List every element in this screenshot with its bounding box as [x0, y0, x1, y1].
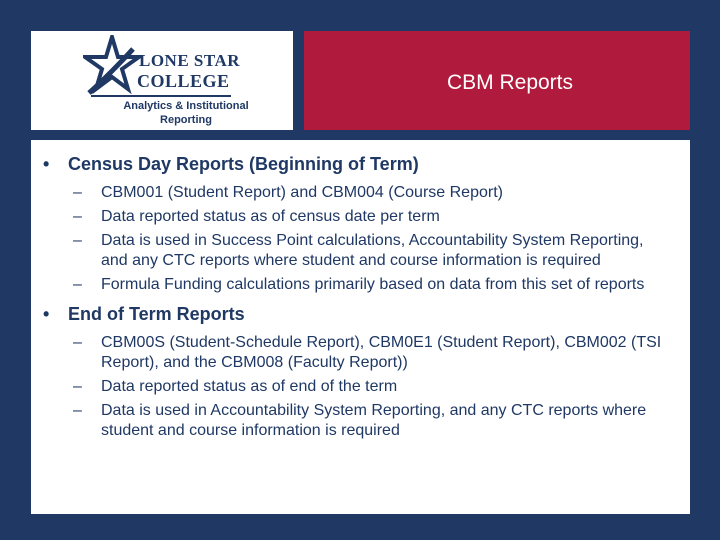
- bullet-icon: •: [43, 304, 50, 324]
- dash-icon: –: [73, 402, 82, 419]
- dash-icon: –: [73, 378, 82, 395]
- list-item-text: Data reported status as of end of the term: [101, 378, 398, 395]
- dash-icon: –: [73, 334, 82, 351]
- list-item-text: CBM00S (Student-Schedule Report), CBM0E1 (Student Report), CBM002 (TSI Report), and the CBM008 (Faculty Report)): [101, 334, 662, 371]
- list-item-text: Formula Funding calculations primarily based on data from this set of reports: [101, 276, 645, 293]
- list-item-text: Data is used in Success Point calculations, Accountability System Reporting, and any CTC reports where student and course information is required: [101, 232, 644, 269]
- logo-dept-line2: Reporting: [160, 114, 212, 126]
- logo-name-line2: COLLEGE: [137, 71, 230, 91]
- section-heading: [31, 303, 690, 325]
- list-item-text: Data reported status as of census date per term: [101, 208, 440, 225]
- bullet-icon: •: [43, 154, 50, 174]
- list-item-text: CBM001 (Student Report) and CBM004 (Course Report): [101, 184, 503, 201]
- section-heading-text: End of Term Reports: [68, 304, 245, 324]
- list-item: [31, 377, 690, 397]
- content-panel: [31, 140, 690, 514]
- bullet-list: [31, 150, 690, 441]
- list-item: [31, 401, 690, 441]
- star-icon: [83, 35, 141, 101]
- logo-dept-line1: Analytics & Institutional: [123, 100, 249, 112]
- logo-panel: [31, 31, 293, 130]
- dash-icon: –: [73, 276, 82, 293]
- slide-title: CBM Reports: [446, 70, 573, 94]
- dash-icon: –: [73, 184, 82, 201]
- logo-divider: [91, 95, 231, 97]
- section-heading-text: Census Day Reports (Beginning of Term): [68, 154, 419, 174]
- list-item: [31, 183, 690, 203]
- dash-icon: –: [73, 232, 82, 249]
- list-item: [31, 207, 690, 227]
- list-item: [31, 231, 690, 271]
- list-item: [31, 333, 690, 373]
- dash-icon: –: [73, 208, 82, 225]
- title-bar: [304, 31, 690, 130]
- list-item: [31, 275, 690, 295]
- section-heading: [31, 153, 690, 175]
- logo-name-line1: LONE STAR: [139, 51, 241, 70]
- list-item-text: Data is used in Accountability System Reporting, and any CTC reports where student and course information is required: [101, 402, 647, 439]
